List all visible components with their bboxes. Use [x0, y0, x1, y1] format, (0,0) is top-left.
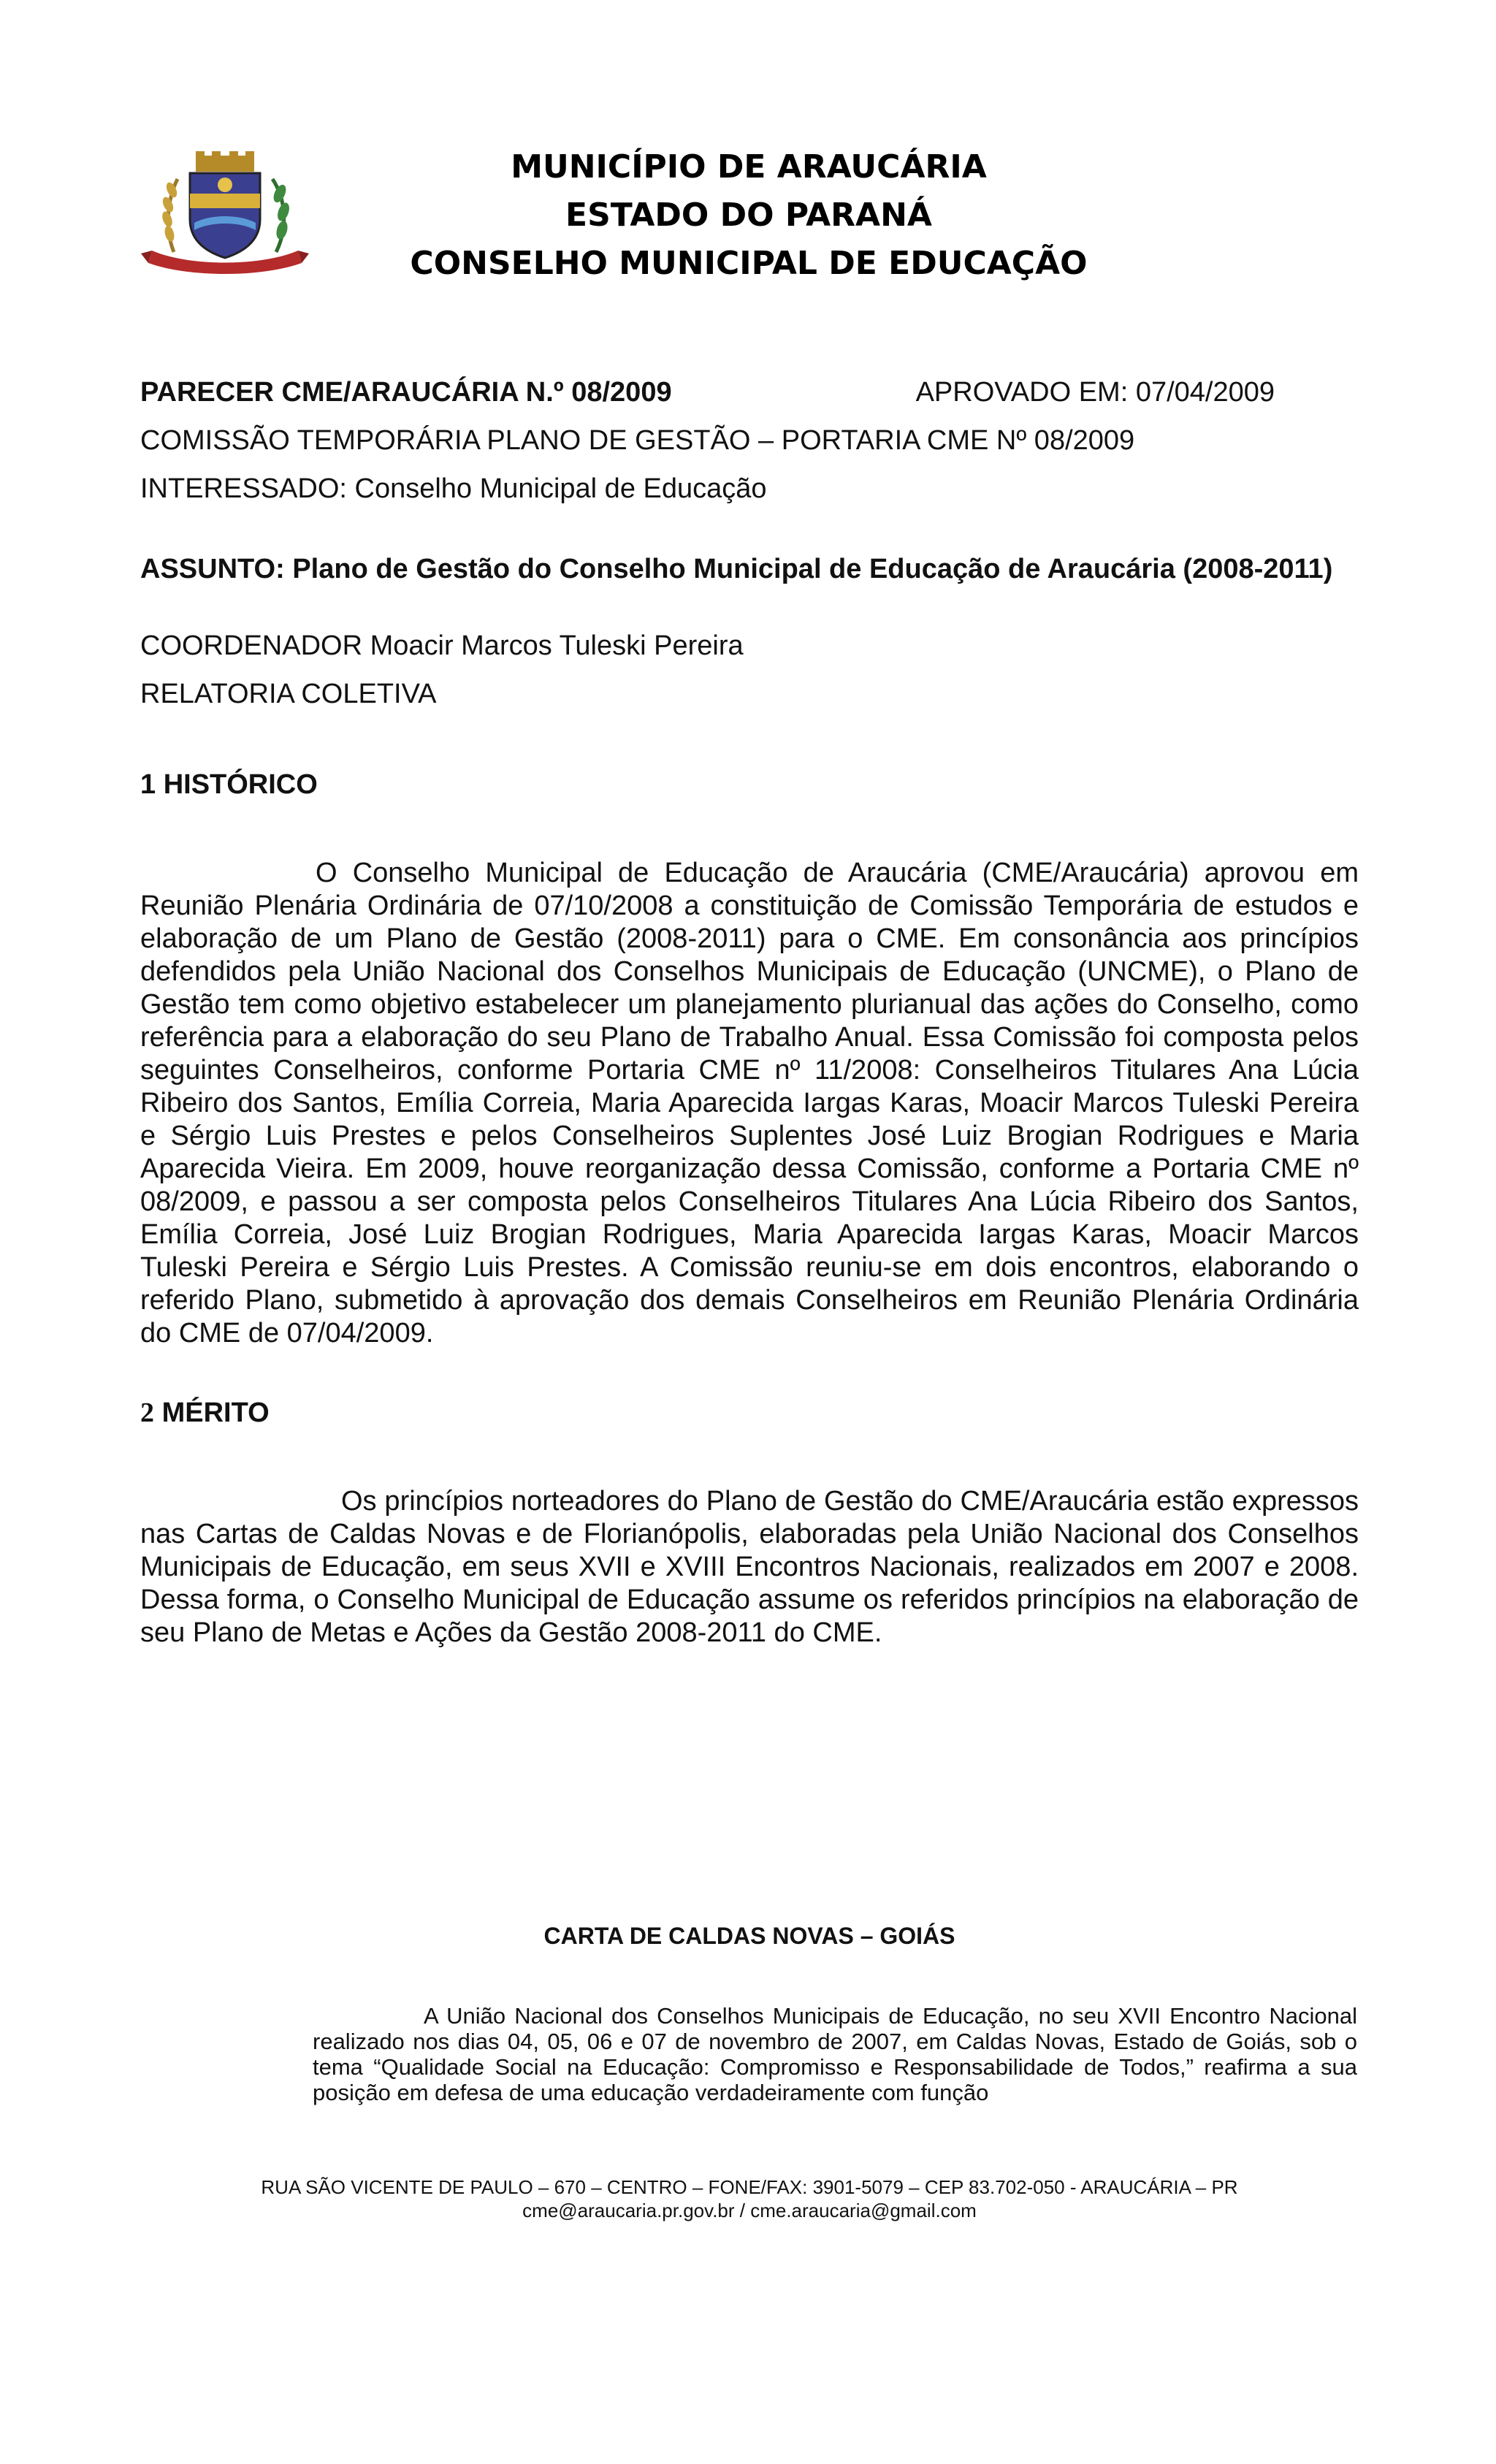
interessado-line: INTERESSADO: Conselho Municipal de Educação: [140, 473, 767, 504]
comissao-line: COMISSÃO TEMPORÁRIA PLANO DE GESTÃO – PORTARIA CME Nº 08/2009: [140, 425, 1135, 456]
document-body: [140, 376, 1359, 1649]
carta-title: CARTA DE CALDAS NOVAS – GOIÁS: [543, 1923, 955, 1949]
approval-date: APROVADO EM: 07/04/2009: [915, 377, 1275, 408]
section-historico-title: 1 HISTÓRICO: [140, 769, 318, 800]
assunto: ASSUNTO: Plano de Gestão do Conselho Municipal de Educação de Araucária (2008-2011): [140, 554, 1333, 584]
merito-number: 2: [140, 1397, 154, 1428]
coordenador: COORDENADOR Moacir Marcos Tuleski Pereira: [140, 630, 744, 661]
footer-address: RUA SÃO VICENTE DE PAULO – 670 – CENTRO – FONE/FAX: 3901-5079 – CEP 83.702-050 - ARAUCÁRIA – PR: [261, 2176, 1238, 2198]
merito-label: MÉRITO: [161, 1397, 270, 1428]
header-estado: ESTADO DO PARANÁ: [565, 197, 932, 234]
historico-paragraph: O Conselho Municipal de Educação de Araucária (CME/Araucária) aprovou em Reunião Plenária Ordinária de 07/10/2008 a constituição de Comissão Temporária de estudos e elaboração de um Plano de Gestão (2008-2011) para o CME. Em consonância aos princípios defendidos pela União Nacional dos Conselhos Municipais de Educação (UNCME), o Plano de Gestão tem como objetivo estabelecer um planejamento plurianual das ações do Conselho, como referência para a elaboração do seu Plano de Trabalho Anual. Essa Comissão foi composta pelos seguintes Conselheiros, conforme Portaria CME nº 11/2008: Conselheiros Titulares Ana Lúcia Ribeiro dos Santos, Emília Correia, Maria Aparecida Iargas Karas, Moacir Marcos Tuleski Pereira e Sérgio Luis Prestes e pelos Conselheiros Suplentes José Luiz Brogian Rodrigues e Maria Aparecida Vieira. Em 2009, houve reorganização dessa Comissão, conforme a Portaria CME nº 08/2009, e passou a ser composta pelos Conselheiros Titulares Ana Lúcia Ribeiro dos Santos, Emília Correia, José Luiz Brogian Rodrigues, Maria Aparecida Iargas Karas, Moacir Marcos Tuleski Pereira e Sérgio Luis Prestes. A Comissão reuniu-se em dois encontros, elaborando o referido Plano, submetido à aprovação dos demais Conselheiros em Reunião Plenária Ordinária do CME de 07/04/2009.: [140, 858, 1359, 1349]
parecer-number: PARECER CME/ARAUCÁRIA N.º 08/2009: [140, 377, 672, 408]
relatoria: RELATORIA COLETIVA: [140, 679, 437, 709]
coat-of-arms-icon: [137, 150, 313, 278]
parecer-line: [140, 376, 1359, 424]
footer-emails: cme@araucaria.pr.gov.br / cme.araucaria@gmail.com: [522, 2200, 977, 2221]
section-merito-title: [140, 1397, 1359, 1430]
coordination-block: [140, 630, 1359, 726]
header-municipio: MUNICÍPIO DE ARAUCÁRIA: [511, 148, 987, 186]
merito-paragraph: Os princípios norteadores do Plano de Gestão do CME/Araucária estão expressos nas Cartas de Caldas Novas e de Florianópolis, elaboradas pela União Nacional dos Conselhos Municipais de Educação, em seus XVII e XVIII Encontros Nacionais, realizados em 2007 e 2008. Dessa forma, o Conselho Municipal de Educação assume os referidos princípios na elaboração de seu Plano de Metas e Ações da Gestão 2008-2011 do CME.: [140, 1486, 1359, 1648]
institution-header: [321, 143, 1176, 288]
header-conselho: CONSELHO MUNICIPAL DE EDUCAÇÃO: [410, 245, 1088, 282]
carta-paragraph: A União Nacional dos Conselhos Municipais de Educação, no seu XVII Encontro Nacional realizado nos dias 04, 05, 06 e 07 de novembro de 2007, em Caldas Novas, Estado de Goiás, sob o tema “Qualidade Social na Educação: Compromisso e Responsabilidade de Todos,” reafirma a sua posição em defesa de uma educação verdadeiramente com função: [313, 2003, 1357, 2105]
page-footer: [140, 2175, 1359, 2222]
